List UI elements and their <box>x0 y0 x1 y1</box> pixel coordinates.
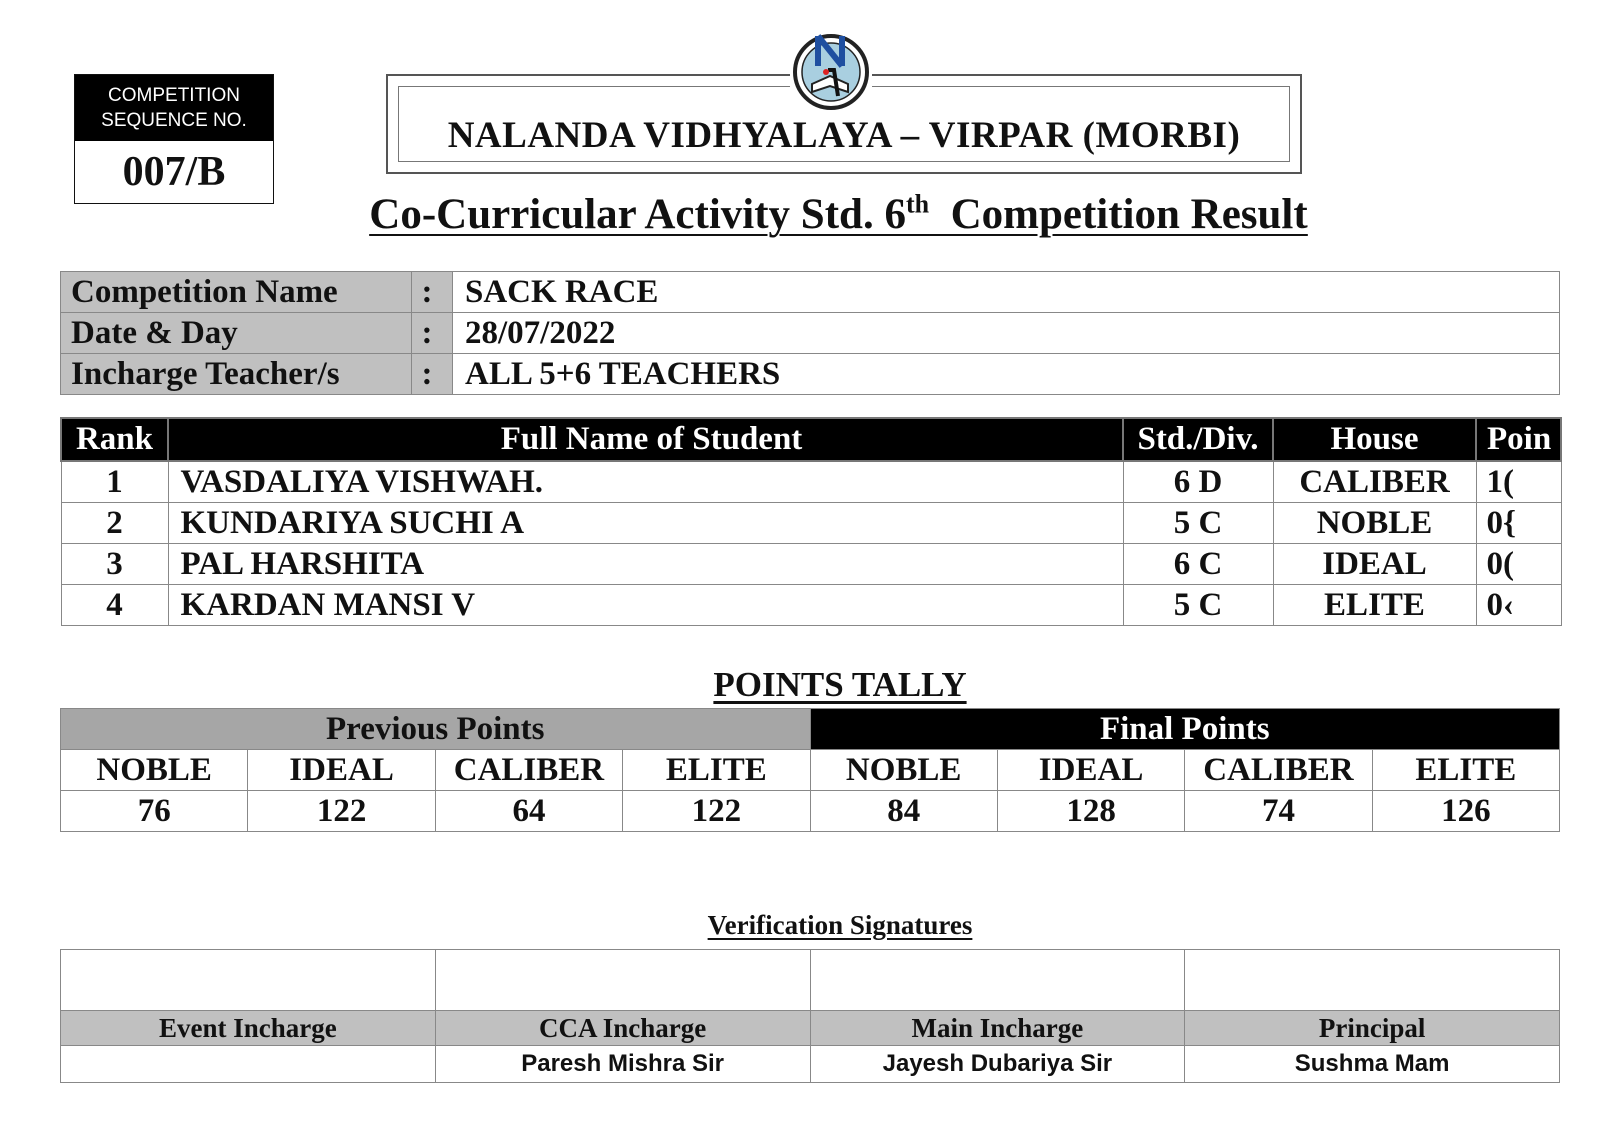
signature-space <box>810 950 1185 1011</box>
student-name-cell: PAL HARSHITA <box>168 544 1123 585</box>
title-superscript: th <box>905 190 930 219</box>
info-row <box>61 354 1560 395</box>
title-suffix: Competition Result <box>929 191 1308 239</box>
final-points-header: Final Points <box>810 709 1560 750</box>
rank-cell: 3 <box>61 544 168 585</box>
sequence-label-line1: COMPETITION <box>108 85 240 106</box>
tally-value: 74 <box>1185 791 1372 832</box>
tally-house-label: ELITE <box>623 750 810 791</box>
std-cell: 6 C <box>1123 544 1273 585</box>
std-cell: 6 D <box>1123 461 1273 503</box>
table-row <box>61 503 1561 544</box>
signature-role-row <box>61 1011 1560 1046</box>
info-value: ALL 5+6 TEACHERS <box>453 354 1560 395</box>
signature-space <box>61 950 436 1011</box>
tally-house-label: NOBLE <box>810 750 997 791</box>
signature-role: Main Incharge <box>810 1011 1185 1046</box>
signatory-name <box>61 1046 436 1083</box>
std-cell: 5 C <box>1123 503 1273 544</box>
student-name-cell: KUNDARIYA SUCHI A <box>168 503 1123 544</box>
student-name-cell: KARDAN MANSI V <box>168 585 1123 626</box>
std-cell: 5 C <box>1123 585 1273 626</box>
tally-house-row <box>61 750 1560 791</box>
tally-value: 122 <box>248 791 435 832</box>
results-header-row <box>61 418 1561 461</box>
info-label: Incharge Teacher/s <box>61 354 412 395</box>
tally-value: 126 <box>1372 791 1559 832</box>
house-cell: NOBLE <box>1273 503 1476 544</box>
info-colon: : <box>412 313 453 354</box>
tally-group-row <box>61 709 1560 750</box>
sequence-box <box>74 74 274 204</box>
student-name-cell: VASDALIYA VISHWAH. <box>168 461 1123 503</box>
signatory-name: Paresh Mishra Sir <box>435 1046 810 1083</box>
points-cell: 0( <box>1476 544 1561 585</box>
signature-role: CCA Incharge <box>435 1011 810 1046</box>
previous-points-header: Previous Points <box>61 709 811 750</box>
tally-value: 122 <box>623 791 810 832</box>
tally-value: 64 <box>435 791 622 832</box>
table-row <box>61 461 1561 503</box>
table-row <box>61 585 1561 626</box>
tally-value-row <box>61 791 1560 832</box>
signatory-name: Sushma Mam <box>1185 1046 1560 1083</box>
signature-role: Principal <box>1185 1011 1560 1046</box>
tally-value: 128 <box>997 791 1184 832</box>
info-row <box>61 313 1560 354</box>
info-row <box>61 272 1560 313</box>
tally-house-label: IDEAL <box>997 750 1184 791</box>
info-label: Date & Day <box>61 313 412 354</box>
tally-house-label: CALIBER <box>1185 750 1372 791</box>
rank-cell: 2 <box>61 503 168 544</box>
info-label: Competition Name <box>61 272 412 313</box>
tally-house-label: IDEAL <box>248 750 435 791</box>
points-tally-title: POINTS TALLY <box>713 665 967 704</box>
tally-value: 84 <box>810 791 997 832</box>
header-name: Full Name of Student <box>168 418 1123 461</box>
header-points: Poin <box>1476 418 1561 461</box>
school-logo-icon <box>790 26 872 114</box>
signature-table <box>60 949 1560 1083</box>
points-cell: 0‹ <box>1476 585 1561 626</box>
info-value: 28/07/2022 <box>453 313 1560 354</box>
tally-value: 76 <box>61 791 248 832</box>
rank-cell: 4 <box>61 585 168 626</box>
signature-space <box>1185 950 1560 1011</box>
sequence-label-line2: SEQUENCE NO. <box>101 110 247 131</box>
signature-role: Event Incharge <box>61 1011 436 1046</box>
signature-space-row <box>61 950 1560 1011</box>
info-colon: : <box>412 354 453 395</box>
info-colon: : <box>412 272 453 313</box>
header-house: House <box>1273 418 1476 461</box>
table-row <box>61 544 1561 585</box>
page-title <box>300 190 1377 239</box>
results-table <box>60 417 1562 626</box>
header-std: Std./Div. <box>1123 418 1273 461</box>
house-cell: IDEAL <box>1273 544 1476 585</box>
tally-house-label: NOBLE <box>61 750 248 791</box>
title-text: Co-Curricular Activity Std. 6 <box>369 191 906 239</box>
sequence-number: 007/B <box>122 149 226 195</box>
competition-info-table <box>60 271 1560 395</box>
points-cell: 0{ <box>1476 503 1561 544</box>
info-value: SACK RACE <box>453 272 1560 313</box>
signature-space <box>435 950 810 1011</box>
sequence-label <box>75 75 273 141</box>
points-cell: 1( <box>1476 461 1561 503</box>
rank-cell: 1 <box>61 461 168 503</box>
signatory-name: Jayesh Dubariya Sir <box>810 1046 1185 1083</box>
tally-house-label: CALIBER <box>435 750 622 791</box>
house-cell: ELITE <box>1273 585 1476 626</box>
points-tally-table <box>60 708 1560 832</box>
header-rank: Rank <box>61 418 168 461</box>
tally-house-label: ELITE <box>1372 750 1559 791</box>
signature-name-row <box>61 1046 1560 1083</box>
house-cell: CALIBER <box>1273 461 1476 503</box>
school-name: NALANDA VIDHYALAYA – VIRPAR (MORBI) <box>447 115 1241 156</box>
verification-title: Verification Signatures <box>707 910 973 940</box>
